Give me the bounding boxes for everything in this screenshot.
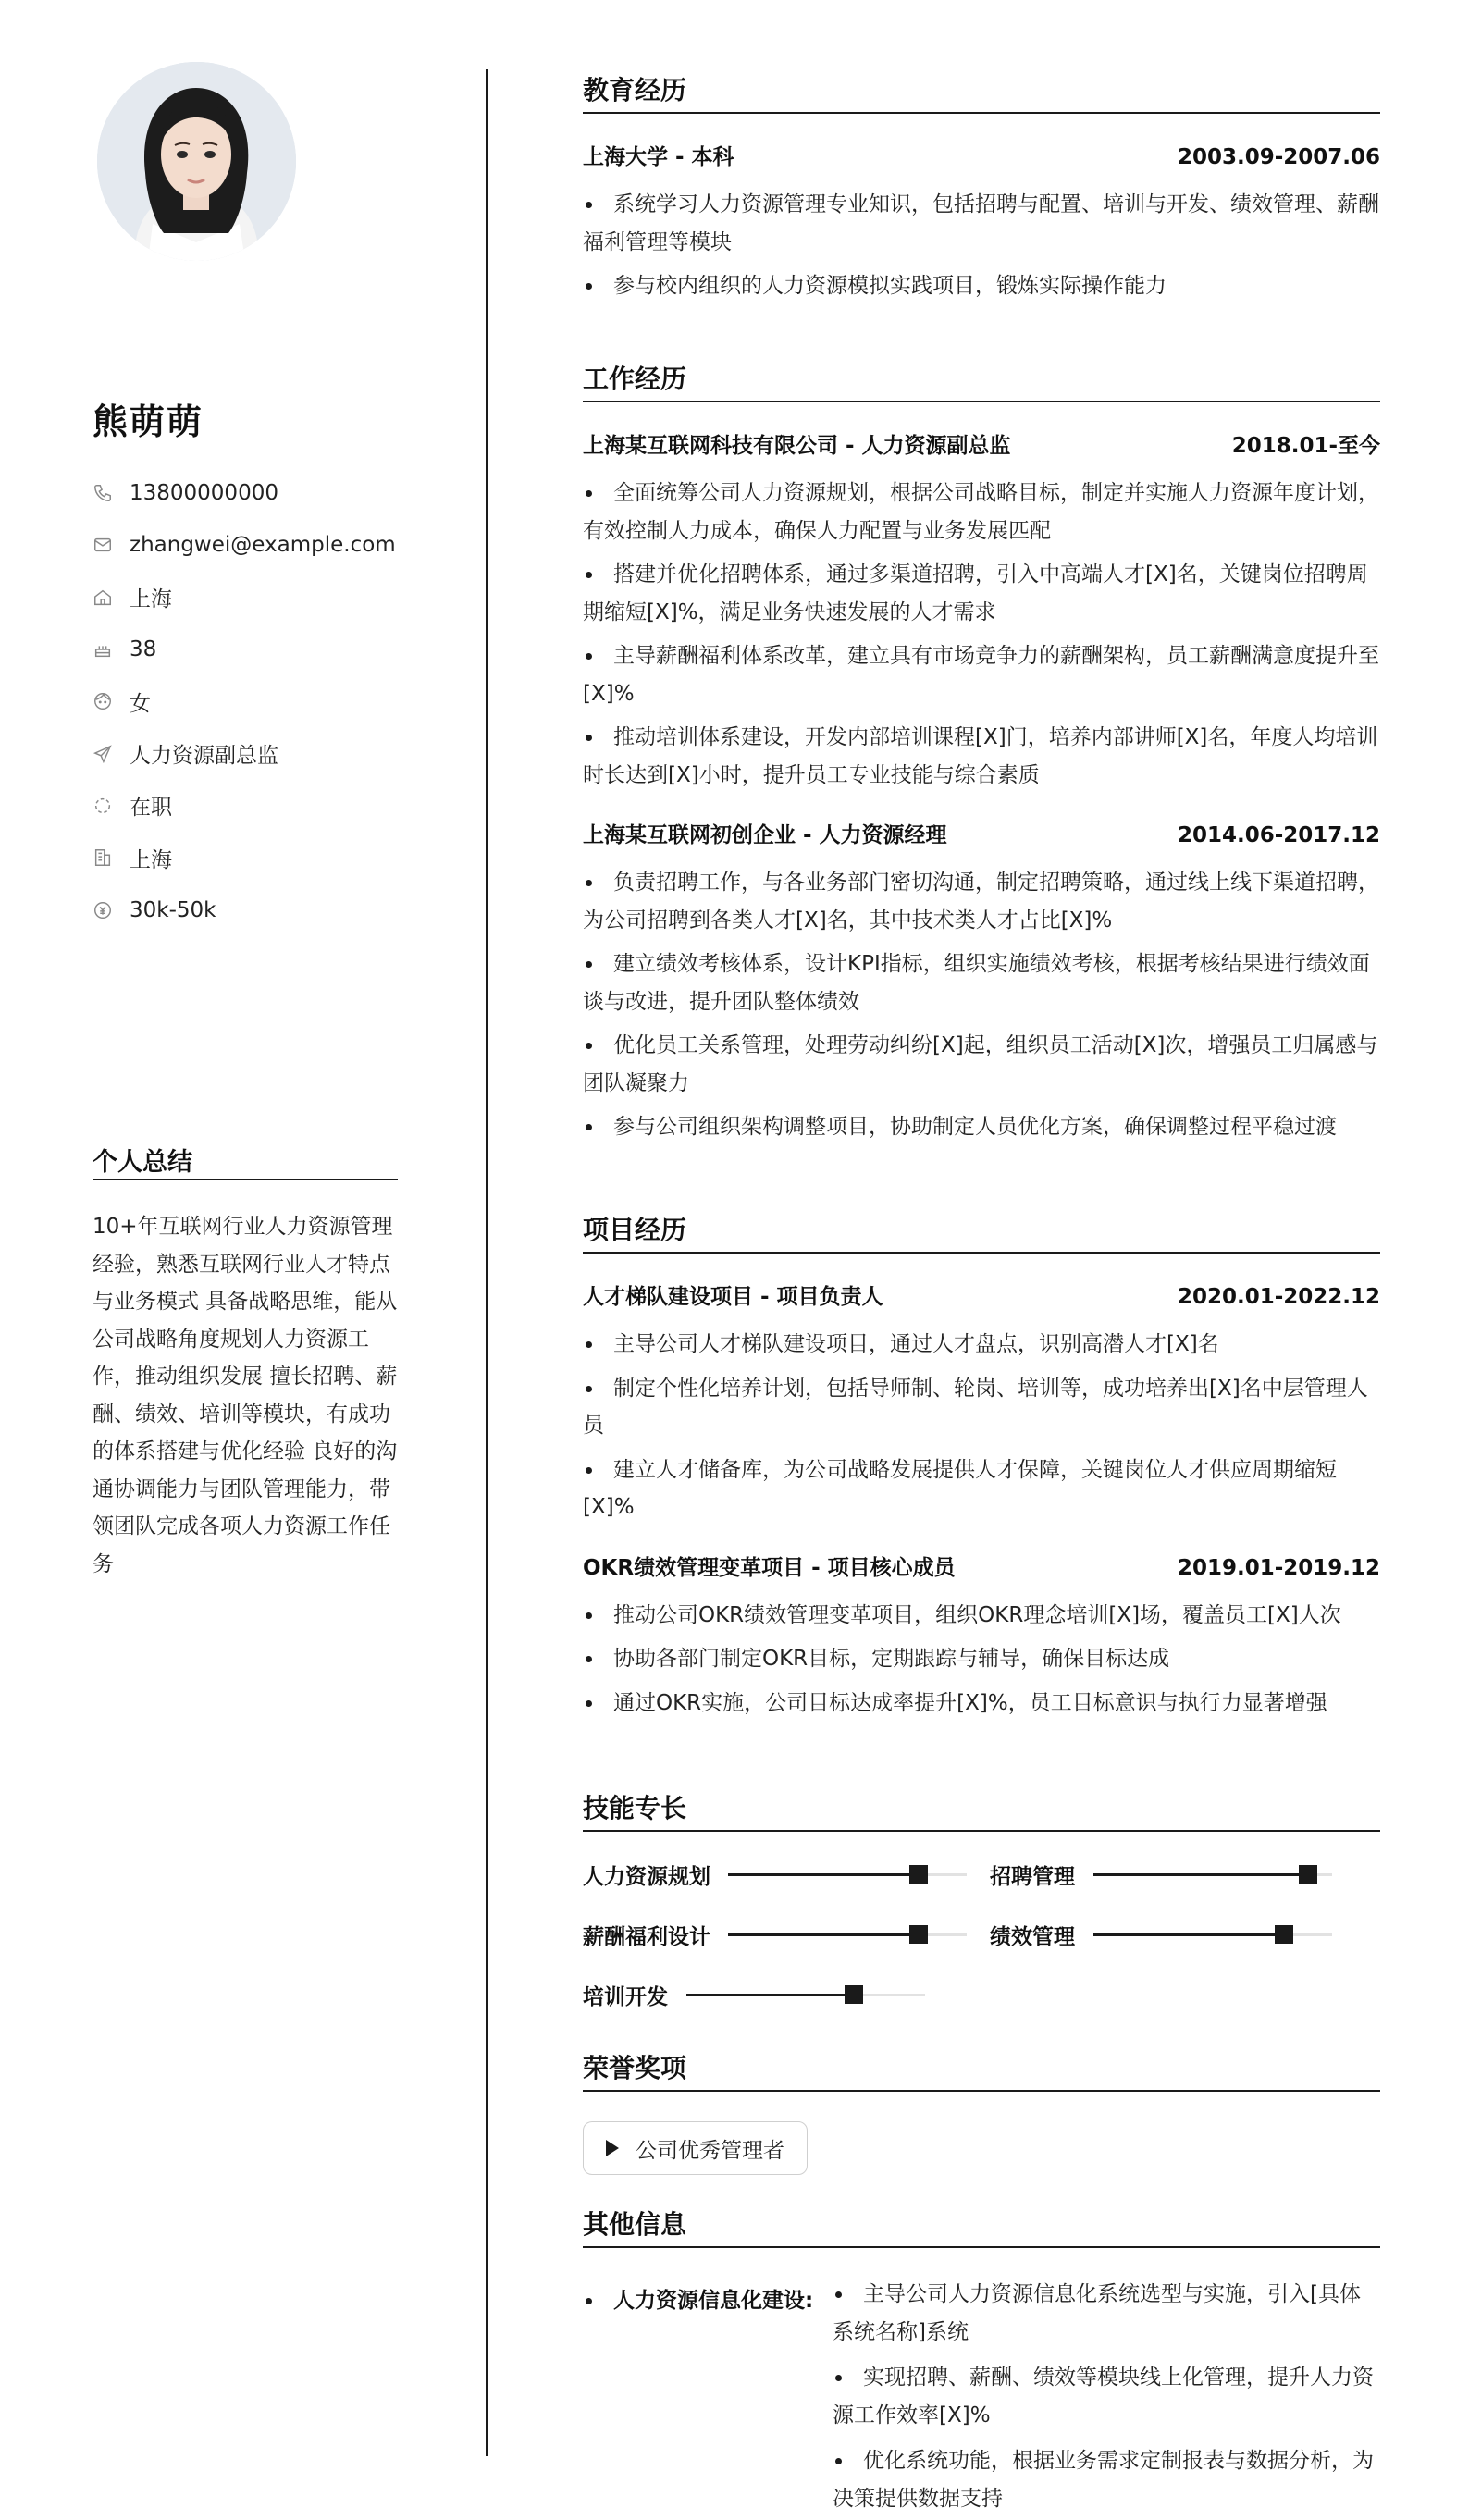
skill-bar-fill [728, 1873, 919, 1876]
entry-bullets [583, 475, 1380, 794]
contact-info-list [93, 467, 396, 936]
list-item: 负责招聘工作，与各业务部门密切沟通，制定招聘策略，通过线上线下渠道招聘，为公司招聘到各类人才[X]名，其中技术类人才占比[X]% [583, 864, 1380, 939]
work-title: 工作经历 [583, 364, 687, 394]
entry-header [583, 1552, 1380, 1584]
list-item: 系统学习人力资源管理专业知识，包括招聘与配置、培训与开发、绩效管理、薪酬福利管理等模块 [583, 186, 1380, 261]
list-item: 建立人才储备库，为公司战略发展提供人才保障，关键岗位人才供应周期缩短[X]% [583, 1451, 1380, 1526]
honors-list [583, 2121, 1380, 2175]
award-item [583, 2121, 808, 2175]
work-entry [583, 820, 1380, 1146]
skill-bar-fill [1093, 1873, 1308, 1876]
other-item [583, 2276, 1380, 2516]
info-phone [93, 467, 396, 519]
other-bullets [833, 2276, 1380, 2520]
email-text: zhangwei@example.com [130, 533, 396, 558]
honors-section [583, 2050, 1380, 2180]
list-item: 搭建并优化招聘体系，通过多渠道招聘，引入中高端人才[X]名，关键岗位招聘周期缩短[X]%，满足业务快速发展的人才需求 [583, 556, 1380, 631]
status-icon [93, 796, 113, 816]
skill-bar-fill [686, 1994, 854, 1996]
award-label: 公司优秀管理者 [636, 2138, 784, 2163]
list-item: 主导公司人力资源信息化系统选型与实施，引入[具体系统名称]系统 [833, 2276, 1380, 2351]
list-item: 主导薪酬福利体系改革，建立具有市场竞争力的薪酬架构，员工薪酬满意度提升至[X]% [583, 637, 1380, 712]
column-divider [486, 69, 488, 2456]
entry-date: 2019.01-2019.12 [1177, 1555, 1380, 1580]
skill-item [583, 1981, 668, 2008]
mail-icon [93, 535, 113, 555]
projects-section [583, 1212, 1380, 1722]
work-section [583, 361, 1380, 1146]
section-rule [583, 2246, 1380, 2248]
entry-date: 2018.01-至今 [1231, 434, 1380, 458]
project-entry [583, 1281, 1380, 1526]
entry-date: 2014.06-2017.12 [1177, 823, 1380, 847]
info-gender [93, 675, 396, 727]
skill-bar-knob [909, 1865, 928, 1884]
sidebar [0, 0, 486, 2520]
other-title: 其他信息 [583, 2209, 687, 2240]
phone-text: 13800000000 [130, 481, 278, 506]
education-section [583, 72, 1380, 305]
building-icon [93, 847, 113, 868]
entry-org: 人才梯队建设项目 - 项目负责人 [583, 1285, 883, 1309]
list-item: 全面统筹公司人力资源规划，根据公司战略目标，制定并实施人力资源年度计划，有效控制人力成本，确保人力配置与业务发展匹配 [583, 475, 1380, 550]
skill-bar-knob [909, 1925, 928, 1944]
skill-item [583, 1921, 710, 1948]
info-salary [93, 883, 396, 935]
list-item: 推动公司OKR绩效管理变革项目，组织OKR理念培训[X]场，覆盖员工[X]人次 [583, 1597, 1380, 1635]
cake-icon [93, 639, 113, 660]
education-title: 教育经历 [583, 75, 687, 105]
skill-item [990, 1921, 1075, 1948]
section-rule [583, 1830, 1380, 1832]
skill-item [583, 1860, 710, 1888]
entry-org: OKR绩效管理变革项目 - 项目核心成员 [583, 1555, 956, 1580]
location-text: 上海 [130, 587, 172, 612]
skill-bar-knob [1275, 1925, 1293, 1944]
status-text: 在职 [130, 796, 172, 821]
skill-name: 培训开发 [583, 1984, 668, 2009]
skill-name: 人力资源规划 [583, 1864, 710, 1889]
entry-bullets [583, 1597, 1380, 1723]
summary-text: 10+年互联网行业人力资源管理经验，熟悉互联网行业人才特点与业务模式 具备战略思维，能从公司战略角度规划人力资源工作，推动组织发展 擅长招聘、薪酬、绩效、培训等模块，有成功的体系搭建与优化经验 良好的沟通协调能力与团队管理能力，带领团队完成各项人力资源工作任务 [93, 1215, 398, 1576]
entry-header [583, 430, 1380, 462]
avatar-photo [97, 62, 296, 261]
list-item: 优化员工关系管理，处理劳动纠纷[X]起，组织员工活动[X]次，增强员工归属感与团队凝聚力 [583, 1027, 1380, 1102]
list-item: 制定个性化培养计划，包括导师制、轮岗、培训等，成功培养出[X]名中层管理人员 [583, 1370, 1380, 1445]
info-city [93, 832, 396, 883]
summary-divider [93, 1179, 398, 1180]
honors-title: 荣誉奖项 [583, 2053, 687, 2083]
project-entry [583, 1552, 1380, 1723]
send-icon [93, 744, 113, 764]
entry-org: 上海某互联网初创企业 - 人力资源经理 [583, 823, 947, 847]
work-entry [583, 430, 1380, 794]
other-label: 人力资源信息化建设: [613, 2289, 814, 2313]
list-item: 优化系统功能，根据业务需求定制报表与数据分析，为决策提供数据支持 [833, 2442, 1380, 2517]
entry-header [583, 1281, 1380, 1313]
section-rule [583, 1252, 1380, 1254]
skill-bar-knob [1299, 1865, 1317, 1884]
skill-name: 薪酬福利设计 [583, 1924, 710, 1949]
bullet-dot [586, 2298, 592, 2304]
entry-bullets [583, 864, 1380, 1146]
gender-text: 女 [130, 691, 151, 716]
info-email [93, 519, 396, 571]
skill-bar [728, 1933, 967, 1936]
salary-text: 30k-50k [130, 897, 216, 922]
entry-header [583, 142, 1380, 173]
skill-bar [686, 1994, 925, 1996]
entry-date: 2003.09-2007.06 [1177, 145, 1380, 169]
skill-bar [728, 1873, 967, 1876]
salary-icon [93, 900, 113, 920]
info-age [93, 624, 396, 675]
skill-item [990, 1860, 1075, 1888]
list-item: 建立绩效考核体系，设计KPI指标，组织实施绩效考核，根据考核结果进行绩效面谈与改进，提升团队整体绩效 [583, 945, 1380, 1020]
phone-icon [93, 483, 113, 503]
list-item: 通过OKR实施，公司目标达成率提升[X]%，员工目标意识与执行力显著增强 [583, 1685, 1380, 1723]
list-item: 参与公司组织架构调整项目，协助制定人员优化方案，确保调整过程平稳过渡 [583, 1108, 1380, 1146]
skill-bar-fill [728, 1933, 919, 1936]
face-icon [93, 691, 113, 711]
age-text: 38 [130, 637, 157, 662]
skill-bar-fill [1093, 1933, 1284, 1936]
entry-bullets [583, 186, 1380, 305]
section-rule [583, 112, 1380, 114]
skill-bar-knob [845, 1985, 863, 2004]
skill-name: 招聘管理 [990, 1864, 1075, 1889]
entry-header [583, 820, 1380, 851]
skills-section [583, 1790, 1380, 2031]
skill-bar [1093, 1873, 1332, 1876]
entry-org: 上海大学 - 本科 [583, 145, 734, 169]
home-icon [93, 587, 113, 608]
list-item: 推动培训体系建设，开发内部培训课程[X]门，培养内部讲师[X]名，年度人均培训时长达到[X]小时，提升员工专业技能与综合素质 [583, 719, 1380, 794]
avatar [97, 62, 296, 261]
skill-bar [1093, 1933, 1332, 1936]
list-item: 参与校内组织的人力资源模拟实践项目，锻炼实际操作能力 [583, 267, 1380, 305]
skills-title: 技能专长 [583, 1793, 687, 1823]
education-entry [583, 142, 1380, 305]
projects-title: 项目经历 [583, 1215, 687, 1245]
section-rule [583, 401, 1380, 402]
other-section [583, 2206, 1380, 2512]
info-position [93, 727, 396, 779]
entry-bullets [583, 1326, 1380, 1526]
skill-name: 绩效管理 [990, 1924, 1075, 1949]
play-icon [606, 2140, 619, 2156]
list-item: 主导公司人才梯队建设项目，通过人才盘点，识别高潜人才[X]名 [583, 1326, 1380, 1364]
person-name: 熊萌萌 [93, 401, 204, 442]
list-item: 实现招聘、薪酬、绩效等模块线上化管理，提升人力资源工作效率[X]% [833, 2359, 1380, 2434]
info-status [93, 780, 396, 832]
city-text: 上海 [130, 847, 172, 872]
section-rule [583, 2090, 1380, 2092]
info-location [93, 572, 396, 624]
position-text: 人力资源副总监 [130, 744, 278, 769]
list-item: 协助各部门制定OKR目标，定期跟踪与辅导，确保目标达成 [583, 1640, 1380, 1678]
entry-date: 2020.01-2022.12 [1177, 1285, 1380, 1309]
entry-org: 上海某互联网科技有限公司 - 人力资源副总监 [583, 434, 1011, 458]
summary-title: 个人总结 [93, 1148, 192, 1177]
